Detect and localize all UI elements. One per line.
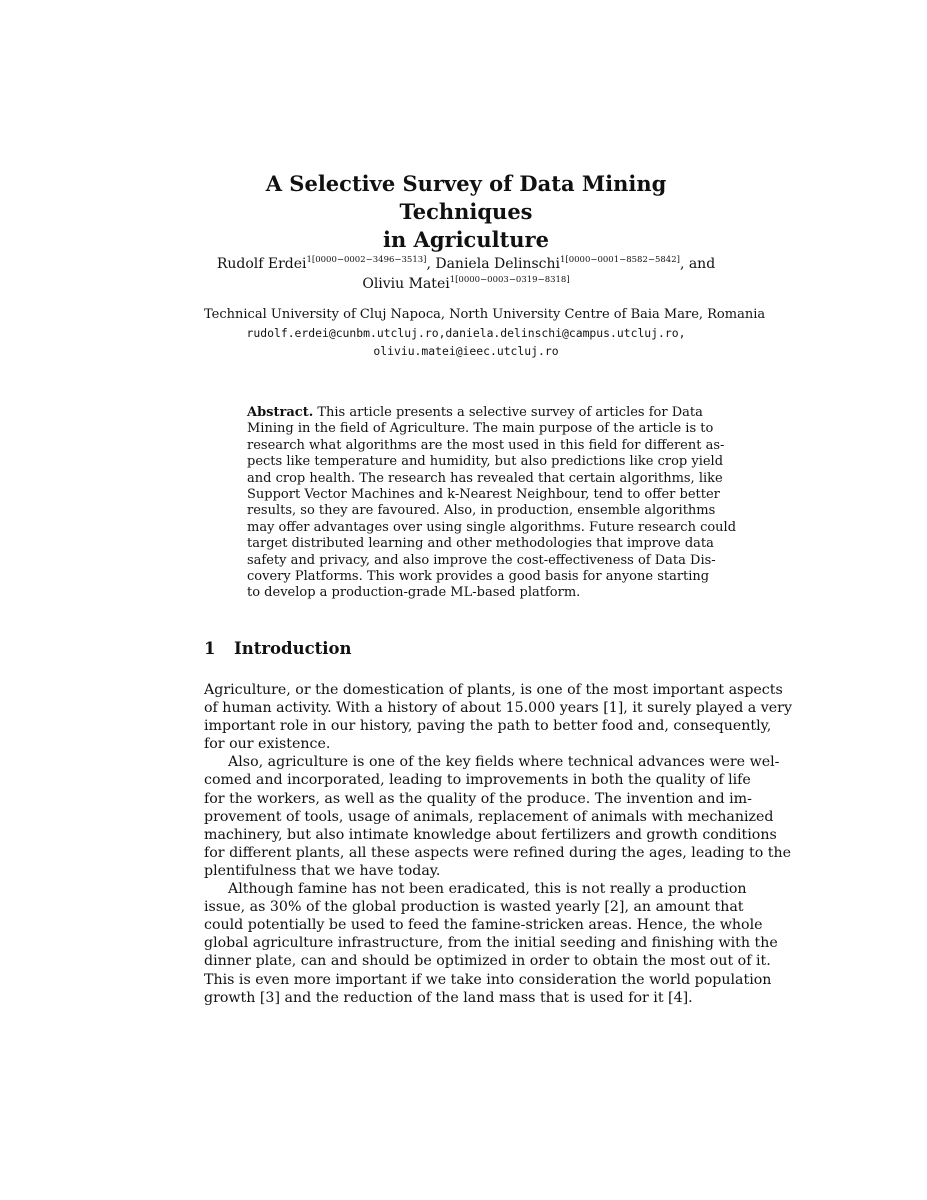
text-line: for the workers, as well as the quality of the produce. The invention and im- (204, 790, 752, 807)
text-line: issue, as 30% of the global production is wasted yearly [2], an amount that (204, 899, 744, 916)
author-line (204, 254, 728, 274)
abstract-text: This article presents a selective survey of articles for Data (313, 405, 703, 420)
text-line: This is even more important if we take into consideration the world population (204, 971, 772, 988)
section-body (204, 681, 792, 1007)
abstract-line (247, 405, 703, 421)
paragraph (204, 880, 778, 1007)
title-line: in Agriculture (382, 227, 549, 252)
abstract-line: Mining in the field of Agriculture. The main purpose of the article is to (247, 421, 714, 437)
text-line: for different plants, all these aspects were refined during the ages, leading to the (204, 844, 792, 861)
abstract-line: covery Platforms. This work provides a good basis for anyone starting (247, 569, 710, 585)
author-separator: , and (679, 256, 716, 272)
text-line: dinner plate, can and should be optimized in order to obtain the most out of it. (204, 953, 771, 970)
abstract-line: may offer advantages over using single algorithms. Future research could (247, 519, 737, 535)
text-line: of human activity. With a history of about 15.000 years [1], it surely played a very (204, 700, 792, 717)
abstract-line: pects like temperature and humidity, but also predictions like crop yield (247, 454, 724, 470)
affiliation-emails: oliviu.matei@ieec.utcluj.ro (373, 344, 559, 358)
abstract-block (247, 405, 737, 602)
author-orcid: 1[0000−0003−0319−8318] (449, 275, 570, 285)
affiliation-emails: rudolf.erdei@cunbm.utcluj.ro,daniela.delinschi@campus.utcluj.ro, (246, 326, 686, 340)
abstract-line: target distributed learning and other methodologies that improve data (247, 536, 714, 552)
text-line: Agriculture, or the domestication of plants, is one of the most important aspects (204, 682, 783, 698)
section-number: 1 (204, 639, 216, 658)
text-line: global agriculture infrastructure, from the initial seeding and finishing with the (204, 935, 778, 952)
author-line (204, 274, 728, 294)
abstract-line: results, so they are favoured. Also, in production, ensemble algorithms (247, 503, 716, 519)
text-line: provement of tools, usage of animals, replacement of animals with mechanized (204, 808, 774, 825)
author-name: Oliviu Matei (362, 276, 450, 292)
text-line: important role in our history, paving the path to better food and, consequently, (204, 718, 772, 735)
paper-title (204, 170, 728, 254)
abstract-line: research what algorithms are the most used in this field for different as- (247, 437, 725, 453)
section-title: Introduction (234, 639, 352, 658)
text-line: machinery, but also intimate knowledge about fertilizers and growth conditions (204, 826, 777, 843)
paragraph (204, 753, 792, 880)
abstract-line: Support Vector Machines and k-Nearest Neighbour, tend to offer better (247, 487, 720, 503)
section-heading (204, 638, 728, 660)
author-orcid: 1[0000−0002−3496−3513] (306, 255, 427, 265)
author-orcid: 1[0000−0001−8582−5842] (560, 255, 680, 265)
title-line: A Selective Survey of Data Mining Techniques (265, 171, 667, 224)
abstract-label: Abstract. (247, 405, 314, 420)
text-line: Also, agriculture is one of the key fields where technical advances were wel- (228, 754, 780, 771)
text-line: comed and incorporated, leading to improvements in both the quality of life (204, 772, 751, 789)
text-line: growth [3] and the reduction of the land mass that is used for it [4]. (204, 989, 693, 1006)
abstract-line: and crop health. The research has revealed that certain algorithms, like (247, 470, 723, 486)
abstract-line: safety and privacy, and also improve the cost-effectiveness of Data Dis- (247, 552, 716, 568)
author-name: Daniela Delinschi (435, 256, 560, 272)
abstract-line: to develop a production-grade ML-based platform. (247, 585, 581, 601)
affiliation-institution: Technical University of Cluj Napoca, North University Centre of Baia Mare, Romania (204, 307, 766, 322)
text-line: for our existence. (204, 736, 331, 753)
paragraph (204, 681, 792, 753)
author-list (204, 254, 728, 294)
text-line: Although famine has not been eradicated, this is not really a production (228, 881, 747, 898)
text-line: plentifulness that we have today. (204, 862, 441, 879)
text-line: could potentially be used to feed the famine-stricken areas. Hence, the whole (204, 917, 763, 934)
author-separator: , (426, 256, 436, 272)
author-name: Rudolf Erdei (216, 256, 307, 272)
affiliation-block (204, 306, 766, 360)
